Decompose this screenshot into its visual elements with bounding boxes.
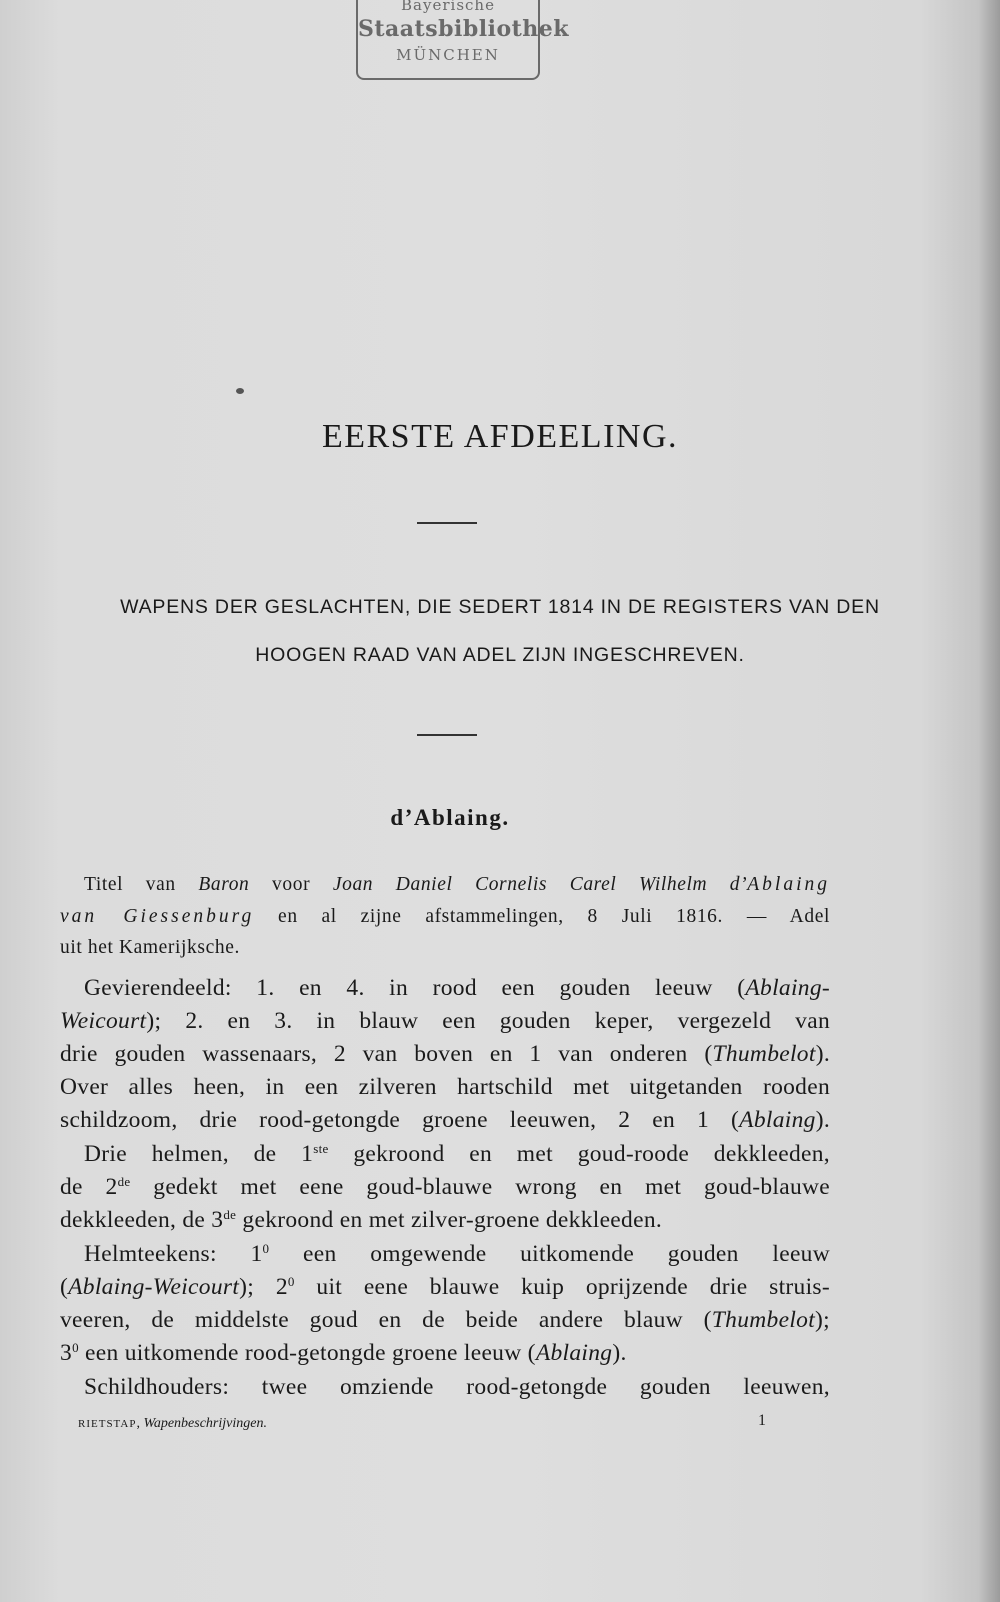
text-span: 3 [60,1340,73,1366]
divider-rule-2 [417,734,477,736]
ink-speck [236,388,244,394]
text-span: schildzoom, drie rood-getongde groene leeuwen, 2 en 1 ( [60,1107,740,1133]
text-span: ). [815,1041,830,1067]
subheading-line-1: WAPENS DER GESLACHTEN, DIE SEDERT 1814 IN DE REGISTERS VAN DEN [120,596,880,618]
text-span: gekroond en met zilver-groene dekkleeden. [236,1207,663,1233]
italic-span: Ablaing- [745,975,830,1001]
text-span: Drie helmen, de 1 [84,1141,314,1167]
text-span: Titel van [84,874,199,895]
text-span: de 2 [60,1174,118,1200]
para1-line-1 [84,975,830,1002]
footer-separator: , [136,1416,144,1431]
page-edge-shadow [978,0,1000,1602]
italic-span: Joan Daniel Cornelis Carel Wilhelm d’ [332,874,748,895]
superscript: 0 [72,1340,79,1355]
text-span: gedekt met eene goud-blauwe wrong en met goud-blauwe [130,1174,830,1200]
superscript: 0 [287,1274,295,1289]
text-span: voor [249,874,333,895]
para3-line-1 [84,1241,830,1268]
text-span: uit eene blauwe kuip oprijzende drie struis- [294,1274,830,1300]
para1-line-2 [60,1008,830,1035]
italic-span: Weicourt [60,1008,147,1034]
text-span: ). [815,1107,830,1133]
page-number: 1 [758,1412,766,1429]
footer-work-title: Wapenbeschrijvingen. [143,1416,267,1431]
intro-line-2 [60,906,830,928]
para3-line-2 [60,1274,830,1301]
para3-line-3 [60,1307,830,1334]
text-span: veeren, de middelste goud en de beide andere blauw ( [60,1307,712,1333]
page-footer [78,1416,778,1432]
family-name-heading: d’Ablaing. [390,805,510,830]
superscript: de [117,1174,131,1189]
para1-line-5 [60,1107,830,1134]
text-span: een uitkomende rood-getongde groene leeuw ( [78,1340,536,1366]
para2-line-2 [60,1174,830,1201]
para4-line-1: Schildhouders: twee omziende rood-getongde gouden leeuwen, [84,1374,830,1400]
italic-span: Ablaing [535,1340,613,1366]
text-span: Helmteekens: 1 [84,1241,263,1267]
text-span: Gevierendeeld: 1. en 4. in rood een gouden leeuw ( [84,975,746,1001]
italic-spaced-span: van Giessenburg [60,906,255,927]
italic-spaced-span: Ablaing [747,874,830,895]
text-span: ). [612,1340,627,1366]
text-span: ( [60,1274,69,1300]
text-span: een omgewende uitkomende gouden leeuw [269,1241,830,1267]
italic-span: Thumbelot [712,1041,816,1067]
text-span: gekroond en met goud-roode dekkleeden, [328,1141,830,1167]
italic-span: Baron [198,874,250,895]
stamp-line-1: Bayerische [401,0,495,14]
superscript: 0 [262,1241,270,1256]
text-span: drie gouden wassenaars, 2 van boven en 1 van onderen ( [60,1041,713,1067]
intro-line-3: uit het Kamerijksche. [60,937,240,958]
para1-line-4: Over alles heen, in een zilveren hartschild met uitgetanden rooden [60,1074,830,1100]
italic-span: Ablaing-Weicourt [68,1274,240,1300]
text-span: dekkleeden, de 3 [60,1207,224,1233]
italic-span: Thumbelot [711,1307,816,1333]
subheading-line-2: HOOGEN RAAD VAN ADEL ZIJN INGESCHREVEN. [255,644,745,666]
text-span: ); 2 [239,1274,288,1300]
para1-line-3 [60,1041,830,1068]
section-heading: EERSTE AFDEELING. [321,418,679,455]
text-span: ); [815,1307,830,1333]
para3-line-4 [60,1340,830,1367]
italic-span: Ablaing [739,1107,816,1133]
superscript: de [223,1207,237,1222]
superscript: ste [313,1141,329,1156]
footer-author: RIETSTAP [78,1418,137,1430]
stamp-line-2: Staatsbibliothek [358,16,570,42]
library-stamp [356,0,570,80]
divider-rule-1 [417,522,477,524]
text-span: en al zijne afstammelingen, 8 Juli 1816. — Adel [254,906,830,927]
intro-line-1 [84,874,830,896]
text-span: ); 2. en 3. in blauw een gouden keper, vergezeld van [146,1008,830,1034]
stamp-line-3: MÜNCHEN [396,46,500,64]
para2-line-1 [84,1141,830,1168]
para2-line-3 [60,1207,830,1234]
